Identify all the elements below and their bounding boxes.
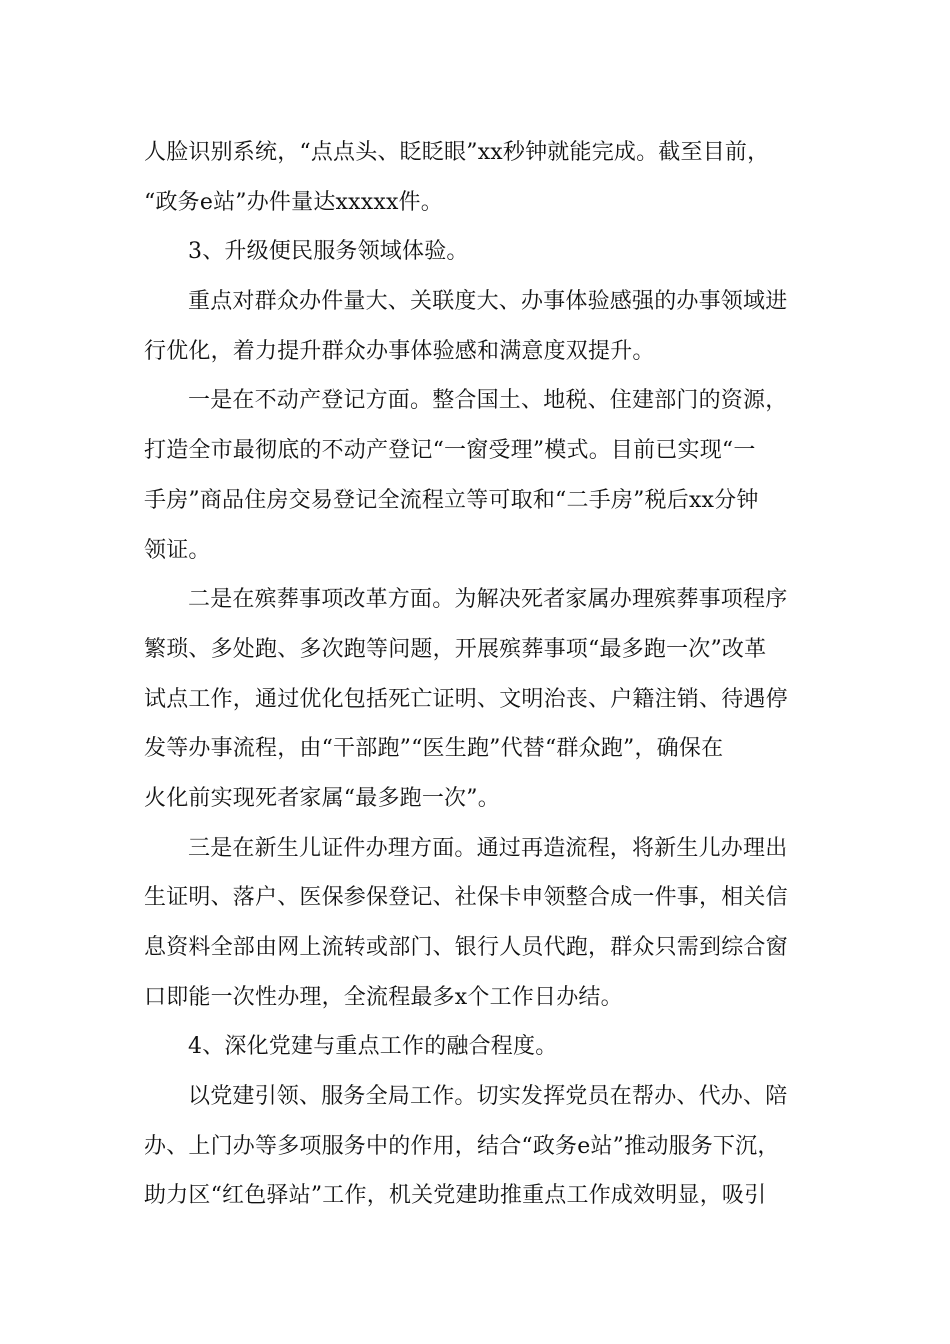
section-heading: 4、深化党建与重点工作的融合程度。 xyxy=(188,1034,558,1060)
section-heading: 3、升级便民服务领域体验。 xyxy=(188,239,469,265)
text-line: 打造全市最彻底的不动产登记“一窗受理”模式。目前已实现“一 xyxy=(144,438,756,464)
text-line: 火化前实现死者家属“最多跑一次”。 xyxy=(144,785,500,811)
text-line: 口即能一次性办理，全流程最多x个工作日办结。 xyxy=(144,984,623,1010)
text-line: 人脸识别系统，“点点头、眨眨眼”xx秒钟就能完成。截至目前， xyxy=(144,140,770,165)
text-line: 一是在不动产登记方面。整合国土、地税、住建部门的资源， xyxy=(188,388,788,414)
text-line: 繁琐、多处跑、多次跑等问题，开展殡葬事项“最多跑一次”改革 xyxy=(144,636,767,662)
text-line: 助力区“红色驿站”工作，机关党建助推重点工作成效明显，吸引 xyxy=(144,1183,767,1209)
text-line: 重点对群众办件量大、关联度大、办事体验感强的办事领域进 xyxy=(188,289,788,315)
text-line: 行优化，着力提升群众办事体验感和满意度双提升。 xyxy=(144,338,655,364)
text-line: “政务e站”办件量达xxxxx件。 xyxy=(144,189,443,215)
text-line: 试点工作，通过优化包括死亡证明、文明治丧、户籍注销、待遇停 xyxy=(144,686,788,712)
text-line: 二是在殡葬事项改革方面。为解决死者家属办理殡葬事项程序 xyxy=(188,587,788,613)
text-line: 领证。 xyxy=(144,537,211,563)
text-line: 三是在新生儿证件办理方面。通过再造流程，将新生儿办理出 xyxy=(188,835,788,861)
text-line: 手房”商品住房交易登记全流程立等可取和“二手房”税后xx分钟 xyxy=(144,487,759,513)
text-line: 以党建引领、服务全局工作。切实发挥党员在帮办、代办、陪 xyxy=(188,1084,788,1110)
document-body xyxy=(144,128,824,1221)
text-line: 生证明、落户、医保参保登记、社保卡申领整合成一件事，相关信 xyxy=(144,885,788,911)
text-line: 办、上门办等多项服务中的作用，结合“政务e站”推动服务下沉， xyxy=(144,1133,780,1159)
text-line: 发等办事流程，由“干部跑”“医生跑”代替“群众跑”，确保在 xyxy=(144,736,724,762)
text-line: 息资料全部由网上流转或部门、银行人员代跑，群众只需到综合窗 xyxy=(144,935,788,960)
